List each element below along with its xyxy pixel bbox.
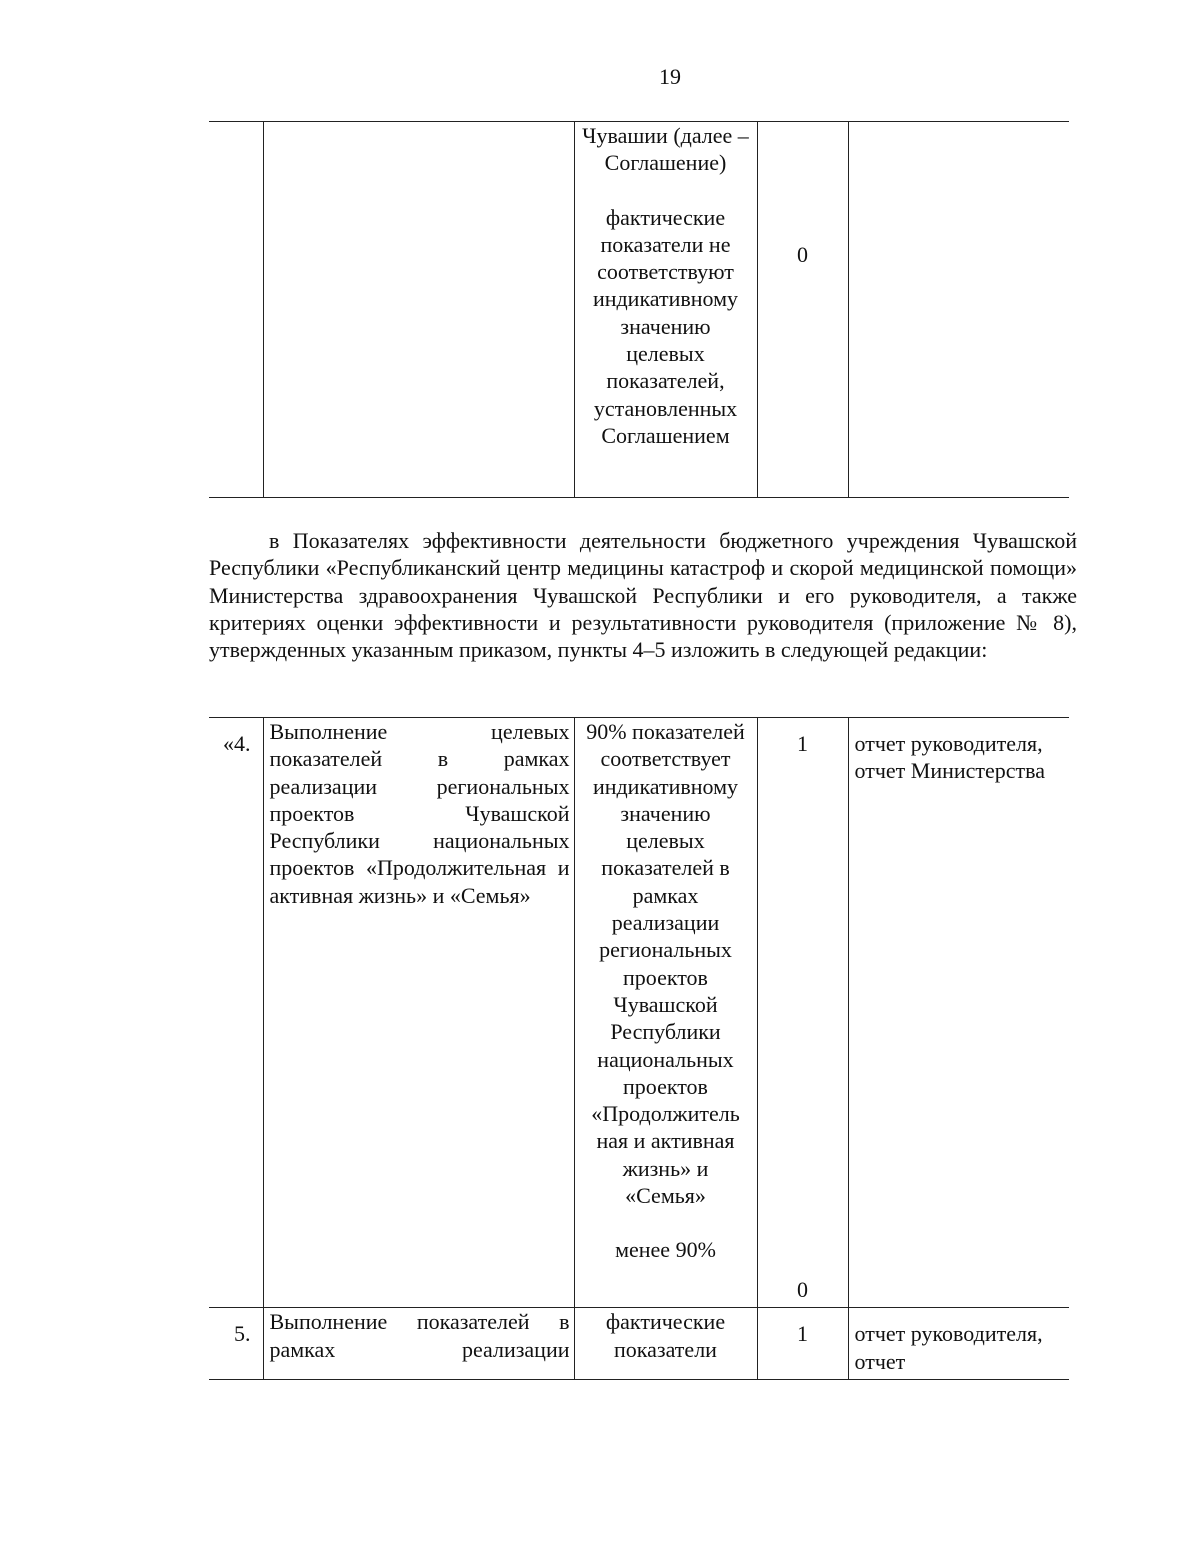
score-cell [757,718,848,1308]
criteria-table-continuation [209,121,1069,498]
table-row [209,122,1069,498]
score-cell [757,122,848,498]
score-value: 0 [797,242,808,267]
criteria-text: Чувашии (далее – Соглашение) [582,123,749,176]
score-value: 1 [797,731,808,756]
table-row [209,1308,1069,1380]
row-number: 5. [209,1308,263,1380]
indicator-name: Выполнение показателей в рамках реализации [263,1308,574,1380]
score-cell [757,1308,848,1380]
criteria-text: 90% показателей соответствует индикативному значению целевых показателей в рамках реализации региональных проектов Чувашской Республики национальных проектов «Продолжитель ная и активная жизнь» и «Семья» [586,719,745,1209]
score-value: 0 [797,1277,808,1302]
criteria-cell [574,718,757,1308]
row-number: «4. [209,718,263,1308]
page-number: 19 [659,64,681,89]
source-cell [848,122,1069,498]
criteria-text: фактические показатели [605,1309,726,1362]
criteria-cell [574,122,757,498]
body-paragraph: в Показателях эффективности деятельности бюджетного учреждения Чувашской Республики «Республиканский центр медицины катастроф и скорой медицинской помощи» Министерства здравоохранения Чувашской Республики и его руководителя, а также критериях оценки эффективности и результативности руководителя (приложение № 8), утвержденных указанным приказом, пункты 4–5 изложить в следующей редакции: [209,528,1077,663]
indicator-name [263,122,574,498]
row-number [209,122,263,498]
source-cell: отчет руководителя, отчет [848,1308,1069,1380]
criteria-text: фактические показатели не соответствуют индикативному значению целевых показателей, установленных Соглашением [592,204,739,448]
score-value: 1 [797,1321,808,1347]
score-value [758,132,848,241]
criteria-table [209,717,1069,1380]
table-row [209,718,1069,1308]
criteria-text: менее 90% [615,1237,716,1263]
source-cell: отчет руководителя, отчет Министерства [848,718,1069,1308]
indicator-name: Выполнение целевых показателей в рамках реализации региональных проектов Чувашской Республики национальных проектов «Продолжительная и активная жизнь» и «Семья» [263,718,574,1308]
criteria-cell [574,1308,757,1380]
